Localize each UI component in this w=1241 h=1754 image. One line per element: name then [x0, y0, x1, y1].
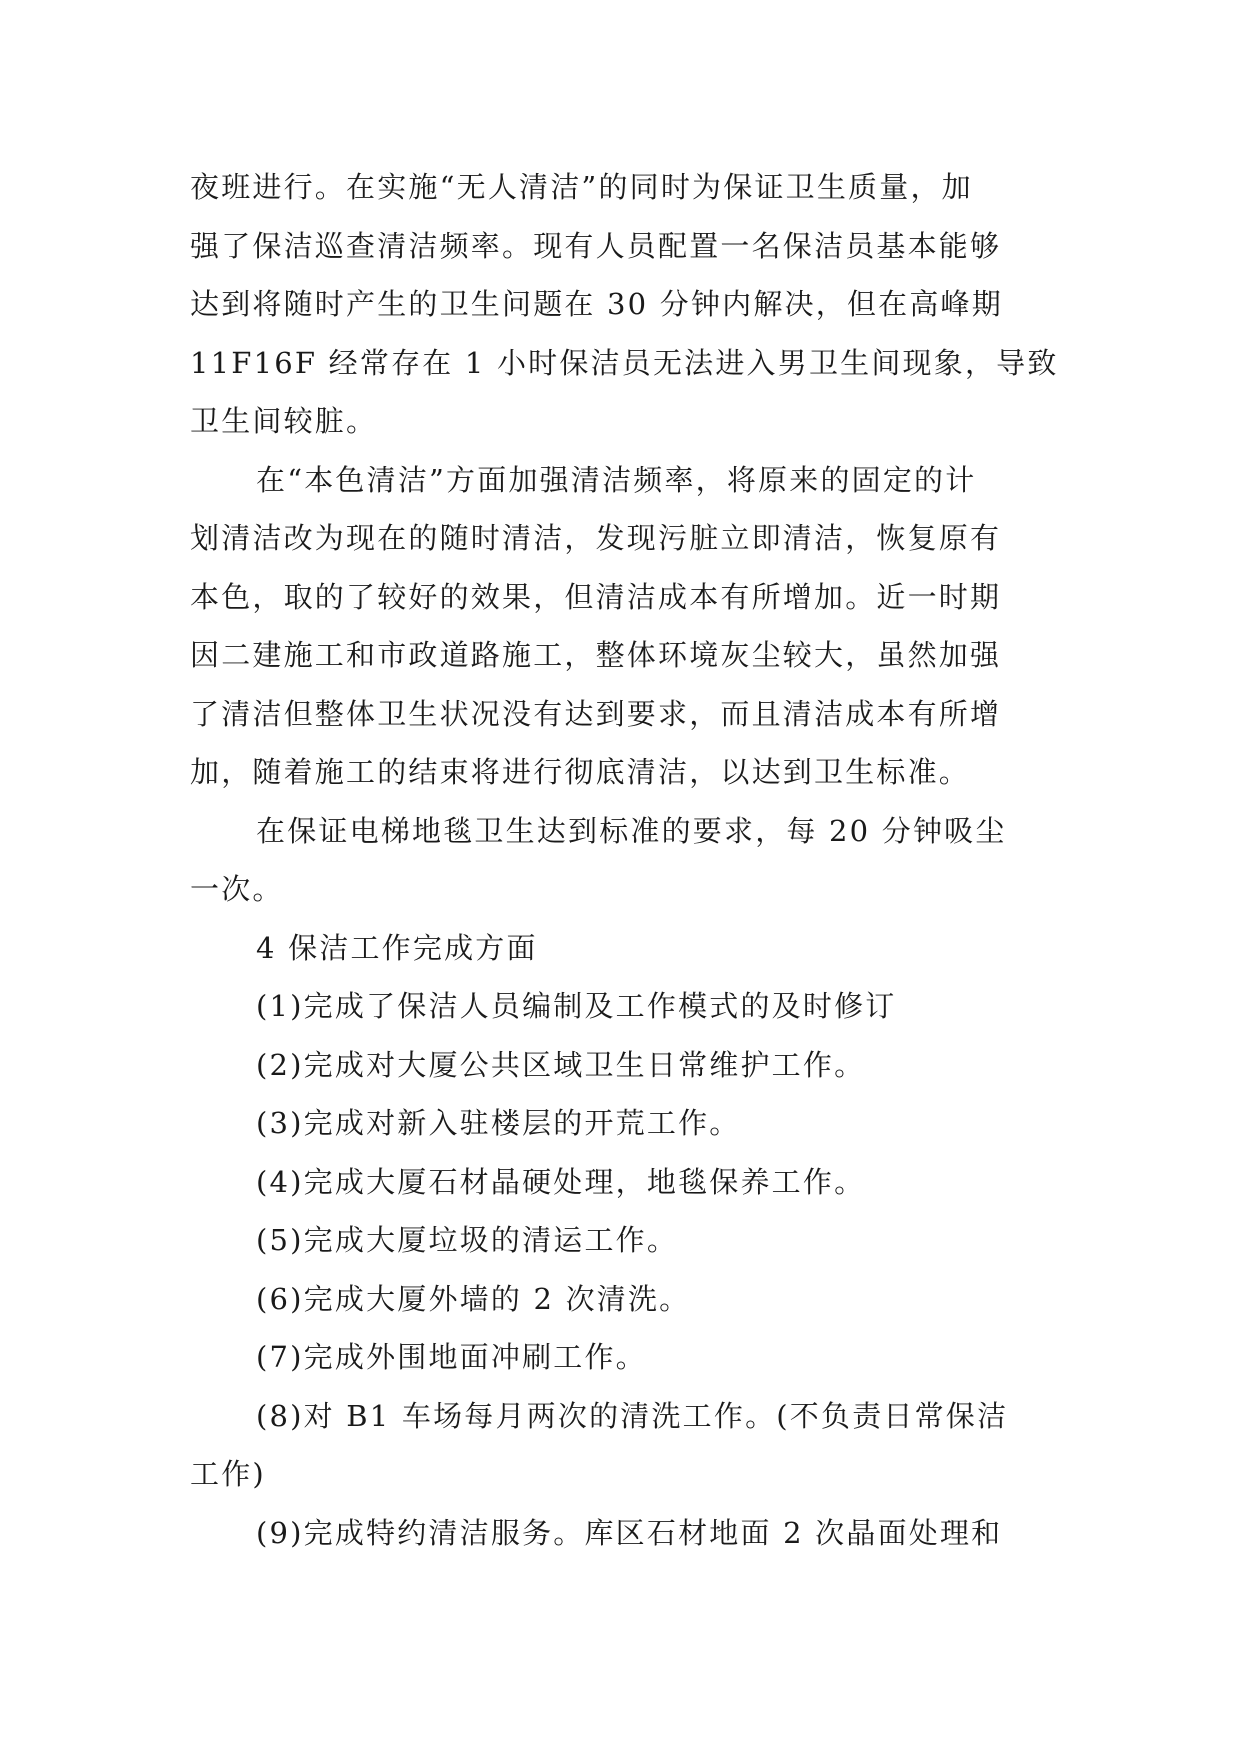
list-item: (5)完成大厦垃圾的清运工作。 [256, 1223, 679, 1257]
text-line: 夜班进行。在实施“无人清洁”的同时为保证卫生质量，加 [190, 170, 973, 204]
text-line: 加，随着施工的结束将进行彻底清洁，以达到卫生标准。 [190, 755, 971, 789]
text-line: 一次。 [190, 872, 284, 906]
text-line: 本色，取的了较好的效果，但清洁成本有所增加。近一时期 [190, 579, 1002, 614]
text-line: 卫生间较脏。 [190, 404, 378, 438]
text-line: 11F16F 经常存在 1 小时保洁员无法进入男卫生间现象，导致 [190, 345, 1059, 380]
text-line: 在“本色清洁”方面加强清洁频率，将原来的固定的计 [256, 462, 977, 497]
text-line: 了清洁但整体卫生状况没有达到要求，而且清洁成本有所增 [190, 696, 1002, 731]
list-item-continuation: 工作) [190, 1457, 266, 1491]
text-line: 强了保洁巡查清洁频率。现有人员配置一名保洁员基本能够 [190, 228, 1002, 263]
text-line: 在保证电梯地毯卫生达到标准的要求，每 20 分钟吸尘 [256, 813, 1007, 848]
list-item: (8)对 B1 车场每月两次的清洗工作。(不负责日常保洁 [256, 1398, 1009, 1433]
document-body [190, 158, 1059, 1562]
list-item: (1)完成了保洁人员编制及工作模式的及时修订 [256, 989, 897, 1023]
list-item: (6)完成大厦外墙的 2 次清洗。 [256, 1281, 691, 1316]
text-line: 划清洁改为现在的随时清洁，发现污脏立即清洁，恢复原有 [190, 521, 1002, 555]
list-item: (3)完成对新入驻楼层的开荒工作。 [256, 1106, 741, 1140]
list-item: (7)完成外围地面冲刷工作。 [256, 1340, 647, 1374]
list-item: (4)完成大厦石材晶硬处理，地毯保养工作。 [256, 1164, 866, 1199]
list-item: (2)完成对大厦公共区域卫生日常维护工作。 [256, 1047, 866, 1082]
section-heading: 4 保洁工作完成方面 [256, 930, 538, 965]
text-line: 达到将随时产生的卫生问题在 30 分钟内解决，但在高峰期 [190, 287, 1003, 321]
list-item: (9)完成特约清洁服务。库区石材地面 2 次晶面处理和 [256, 1515, 1003, 1550]
text-line: 因二建施工和市政道路施工，整体环境灰尘较大，虽然加强 [190, 638, 1002, 672]
